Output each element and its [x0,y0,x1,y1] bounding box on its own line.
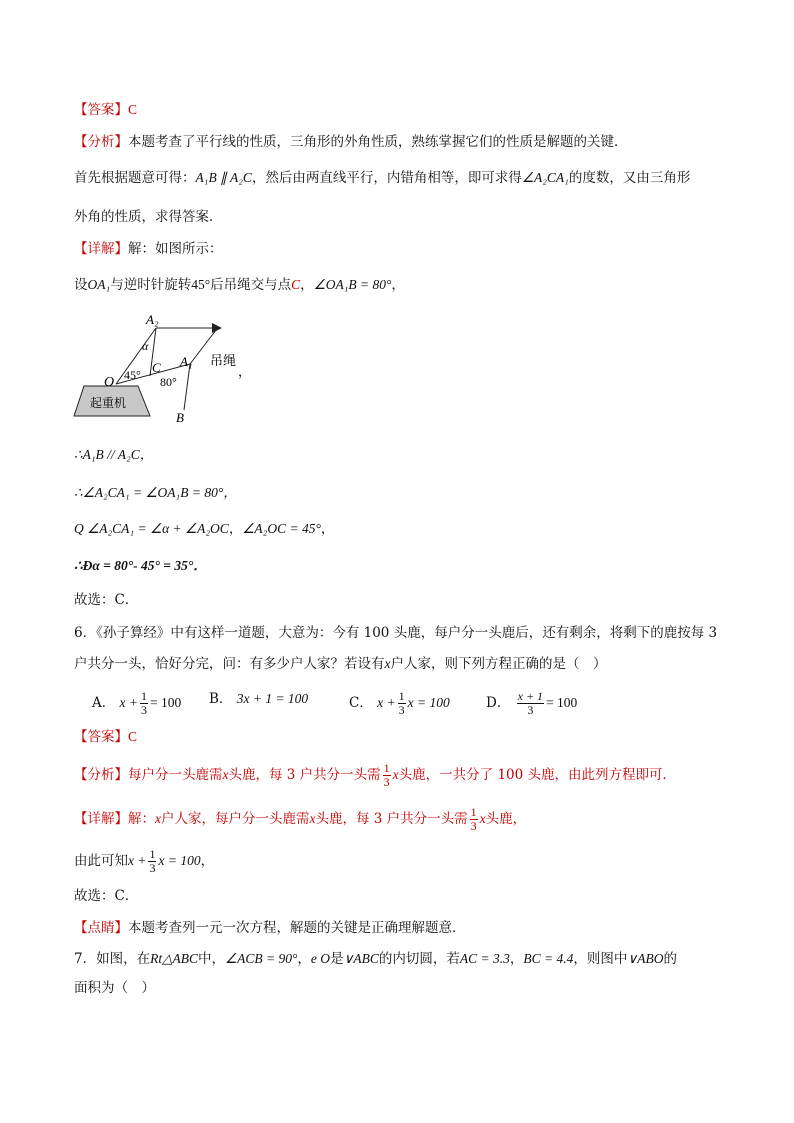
text: 的 [663,951,677,967]
fraction [470,806,478,833]
text: ，则图中 [573,951,628,967]
text: 户人家，则下列方程正确的是（ ） [390,656,607,672]
text: 的内切圆，若 [378,951,460,967]
text: 与逆时针旋转 [110,277,192,293]
math-step: Q ∠A₂CA₁ = ∠α + ∠A₂OC [74,521,229,536]
fraction [148,848,156,875]
option-a [92,690,181,717]
math-x: x [384,656,391,671]
text: ， [391,277,405,293]
text: ， [228,521,243,537]
math-x: x [309,811,316,826]
text: 户人家，每户分一头鹿需 [161,811,310,827]
choose-text: 故选：C． [74,888,139,904]
fraction [398,690,406,717]
text: 是 [329,951,344,967]
option-c [349,690,450,717]
q6-equation-line [74,848,214,875]
math: x + [128,853,147,868]
math: x + [119,695,139,710]
label-b: B [176,410,184,425]
step-1 [74,446,153,464]
q6-line-1 [74,624,717,642]
step-4 [74,557,207,575]
q6-text: 6．《孙子算经》中有这样一道题，大意为：今有 100 头鹿，每户分一头鹿后，还有剩余，将剩下的鹿按每 3 [74,625,718,641]
option-label: C． [349,695,373,711]
label-crane: 起重机 [90,396,127,410]
option-label: D． [486,695,511,711]
analysis-tag: 【分析】 [74,767,128,783]
text: 户共分一头，恰好分完，问：有多少户人家？若设有 [74,656,385,672]
fraction [517,690,544,717]
answer-value: C [128,729,138,744]
text: 解： [128,811,155,827]
label-a2: A₂ [146,312,159,327]
text: 头鹿，每 3 户共分一头需 [228,767,381,783]
detail-text: 解：如图所示： [128,241,223,257]
analysis-tag: 【分析】 [74,134,128,150]
label-rope: 吊绳 [210,354,237,369]
denominator: 3 [527,703,534,717]
text: ， [200,853,215,869]
math-step: ∠A₂OC = 45° [242,521,321,536]
detail-tag: 【详解】 [74,241,128,257]
math-oa1: OA₁ [87,277,111,292]
label-trail: ， [238,365,252,380]
text: 设 [74,277,88,293]
label-80: 80° [160,375,177,389]
analysis-line-3 [74,208,223,226]
text: 由此可知 [74,853,128,869]
math-step: ∴A₁B // A₂C， [74,447,154,462]
numerator: 1 [141,689,148,703]
analysis-text: 本题考查了平行线的性质，三角形的外角性质，熟练掌握它们的性质是解题的关键． [128,134,628,150]
math: AC = 3.3 [459,951,510,966]
choose-text: 故选：C． [74,592,139,608]
point-text: 本题考查列一元一次方程，解题的关键是正确理解题意． [128,920,466,936]
step-2 [74,484,237,502]
q6-choose-line [74,887,138,905]
text: 7．如图，在 [74,951,151,967]
detail-line [74,240,223,258]
detail-line-2 [74,276,405,294]
text: 头鹿， [485,811,527,827]
text: 面积为（ ） [74,980,155,996]
fraction [140,690,148,717]
arrow-head [212,323,222,333]
label-o: O [104,375,115,390]
label-alpha: α [142,339,149,353]
math: x = 100 [158,853,201,868]
text: ， [300,277,314,293]
math-step: ∴Ðα = 80°- 45° = 35°． [74,558,207,573]
q6-line-2 [74,655,607,673]
denominator: 3 [398,703,405,717]
q6-detail-line [74,806,526,833]
option-label: B． [209,691,233,707]
label-c: C [152,360,161,375]
text: ， [297,951,311,967]
fraction [383,762,391,789]
numerator: x + 1 [517,689,544,703]
text: 每户分一头鹿需 [128,767,223,783]
q6-analysis-line [74,762,676,789]
denominator: 3 [383,775,390,789]
math: e O [310,951,330,966]
math: = 100 [150,695,182,710]
math: x + [377,695,396,710]
math: BC = 4.4 [523,951,574,966]
q7-line-1 [74,950,677,968]
label-a1: A₁ [180,354,193,369]
denominator: 3 [141,703,148,717]
answer-line [74,101,137,119]
crane-figure [70,306,260,432]
text: 中， [197,951,225,967]
text: 的度数，又由三角形 [568,170,691,186]
option-b [209,690,308,708]
answer-tag: 【答案】 [74,102,128,118]
text: ， [320,521,335,537]
math-x: x [222,767,229,782]
math-angle: ∠A₂CA₁ [521,170,569,185]
text: 外角的性质，求得答案． [74,209,223,225]
numerator: 1 [149,847,156,861]
math: ∠ACB = 90° [224,951,298,966]
math: Rt△ABC [150,951,198,966]
text: 后吊绳交与点 [210,277,292,293]
math-step: ∴∠A₂CA₁ = ∠OA₁B = 80°， [74,485,237,500]
label-45: 45° [124,368,141,382]
option-label: A． [92,695,116,711]
q6-point-line [74,919,466,937]
analysis-line [74,133,628,151]
math: 3x + 1 = 100 [236,691,309,706]
math: = 100 [546,695,578,710]
text: 头鹿，每 3 户共分一头需 [315,811,468,827]
numerator: 1 [470,805,477,819]
math-angle-eq: ∠OA₁B = 80° [313,277,392,292]
q7-line-2 [74,979,155,997]
math-parallel: A₁B ∥ A₂C [195,170,252,185]
math: x = 100 [407,695,450,710]
text: ，然后由两直线平行，内错角相等，即可求得 [251,170,522,186]
answer-value: C [128,102,138,117]
math-deg: 45° [191,277,211,292]
math-x: x [392,767,399,782]
math: ∨ABC [343,951,379,966]
option-d [486,690,577,717]
numerator: 1 [398,689,405,703]
analysis-line-2 [74,169,690,187]
denominator: 3 [149,861,156,875]
step-3 [74,520,334,538]
text: ， [509,951,524,967]
text: 头鹿，一共分了 100 头鹿，由此列方程即可． [398,767,677,783]
text: 首先根据题意可得： [74,170,196,186]
math: ∨ABO [627,951,664,966]
denominator: 3 [470,819,477,833]
math-x: x [155,811,161,826]
rope-line-a1b [184,364,190,410]
numerator: 1 [383,761,390,775]
answer-tag: 【答案】 [74,729,128,745]
math-point-c: C [291,277,301,292]
math-x: x [479,811,486,826]
point-tag: 【点睛】 [74,920,128,936]
step-5 [74,591,138,609]
detail-tag: 【详解】 [74,811,128,827]
q6-answer-line [74,728,137,746]
